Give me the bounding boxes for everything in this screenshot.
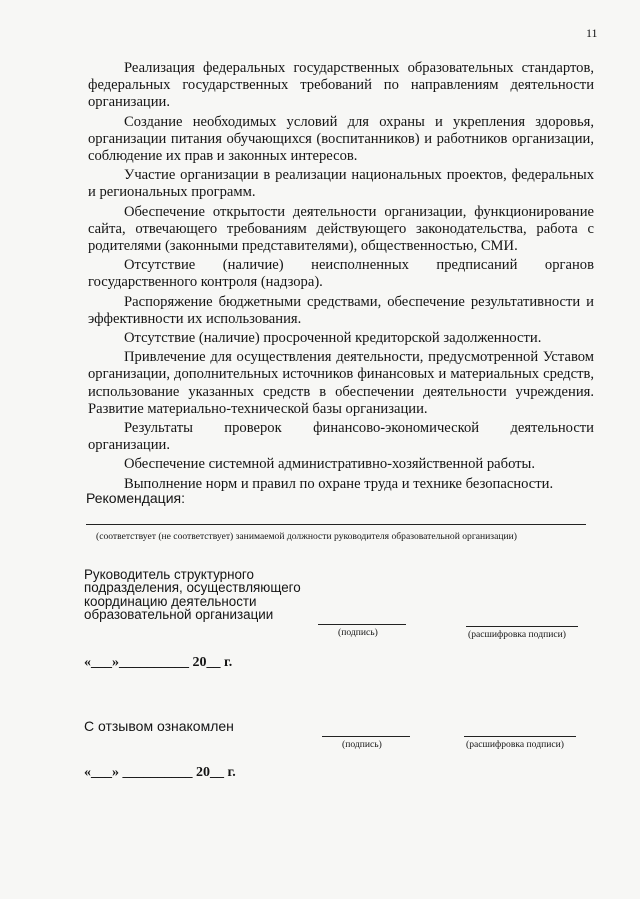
paragraph: Обеспечение открытости деятельности организации, функционирование сайта, отвечающего требованиям действующего законодательства, работа с родителями (законными представителями), общественностью, СМИ. xyxy=(88,203,594,255)
paragraph: Выполнение норм и правил по охране труда и технике безопасности. xyxy=(124,475,554,492)
head-signature-caption: (подпись) xyxy=(338,627,378,638)
ack-name-caption: (расшифровка подписи) xyxy=(466,739,564,750)
acknowledgement-label: С отзывом ознакомлен xyxy=(84,718,234,734)
head-signature-line xyxy=(318,624,406,625)
head-signer-label xyxy=(84,568,301,622)
head-label-line: подразделения, осуществляющего xyxy=(84,580,301,596)
head-date: «___»__________ 20__ г. xyxy=(84,655,233,670)
paragraph: Привлечение для осуществления деятельности, предусмотренной Уставом организации, дополнительных источников финансовых и материальных средств, использование указанных средств в обеспечении деятельности учреждения. Развитие материально-технической базы организации. xyxy=(88,349,594,417)
paragraph: Отсутствие (наличие) неисполненных предписаний органов государственного контроля (надзора). xyxy=(88,257,594,291)
paragraph: Реализация федеральных государственных образовательных стандартов, федеральных государственных требований по направлениям деятельности организации. xyxy=(88,60,594,111)
head-name-caption: (расшифровка подписи) xyxy=(468,629,566,640)
paragraph: Создание необходимых условий для охраны и укрепления здоровья, организации питания обучающихся (воспитанников) и работников организации, соблюдение их прав и законных интересов. xyxy=(88,113,594,165)
page-number: 11 xyxy=(586,26,598,40)
head-label-line: образовательной организации xyxy=(84,607,274,623)
criteria-text xyxy=(88,60,594,495)
recommendation-label: Рекомендация: xyxy=(86,490,185,506)
paragraph: Результаты проверок финансово-экономической деятельности организации. xyxy=(88,420,594,454)
ack-name-line xyxy=(464,736,576,737)
ack-signature-caption: (подпись) xyxy=(342,739,382,750)
paragraph: Распоряжение бюджетными средствами, обеспечение результативности и эффективности их использования. xyxy=(88,293,594,327)
paragraph: Участие организации в реализации национальных проектов, федеральных и региональных программ. xyxy=(88,167,594,201)
head-label-line: координацию деятельности xyxy=(84,593,257,609)
recommendation-line xyxy=(86,524,586,525)
ack-date: «___» __________ 20__ г. xyxy=(84,765,236,780)
ack-signature-line xyxy=(322,736,410,737)
paragraph: Отсутствие (наличие) просроченной кредиторской задолженности. xyxy=(124,330,542,347)
head-label-line: Руководитель структурного xyxy=(84,567,254,582)
head-name-line xyxy=(466,626,578,627)
recommendation-caption: (соответствует (не соответствует) занимаемой должности руководителя образовательной организации) xyxy=(96,531,517,542)
paragraph: Обеспечение системной административно-хозяйственной работы. xyxy=(124,456,536,473)
